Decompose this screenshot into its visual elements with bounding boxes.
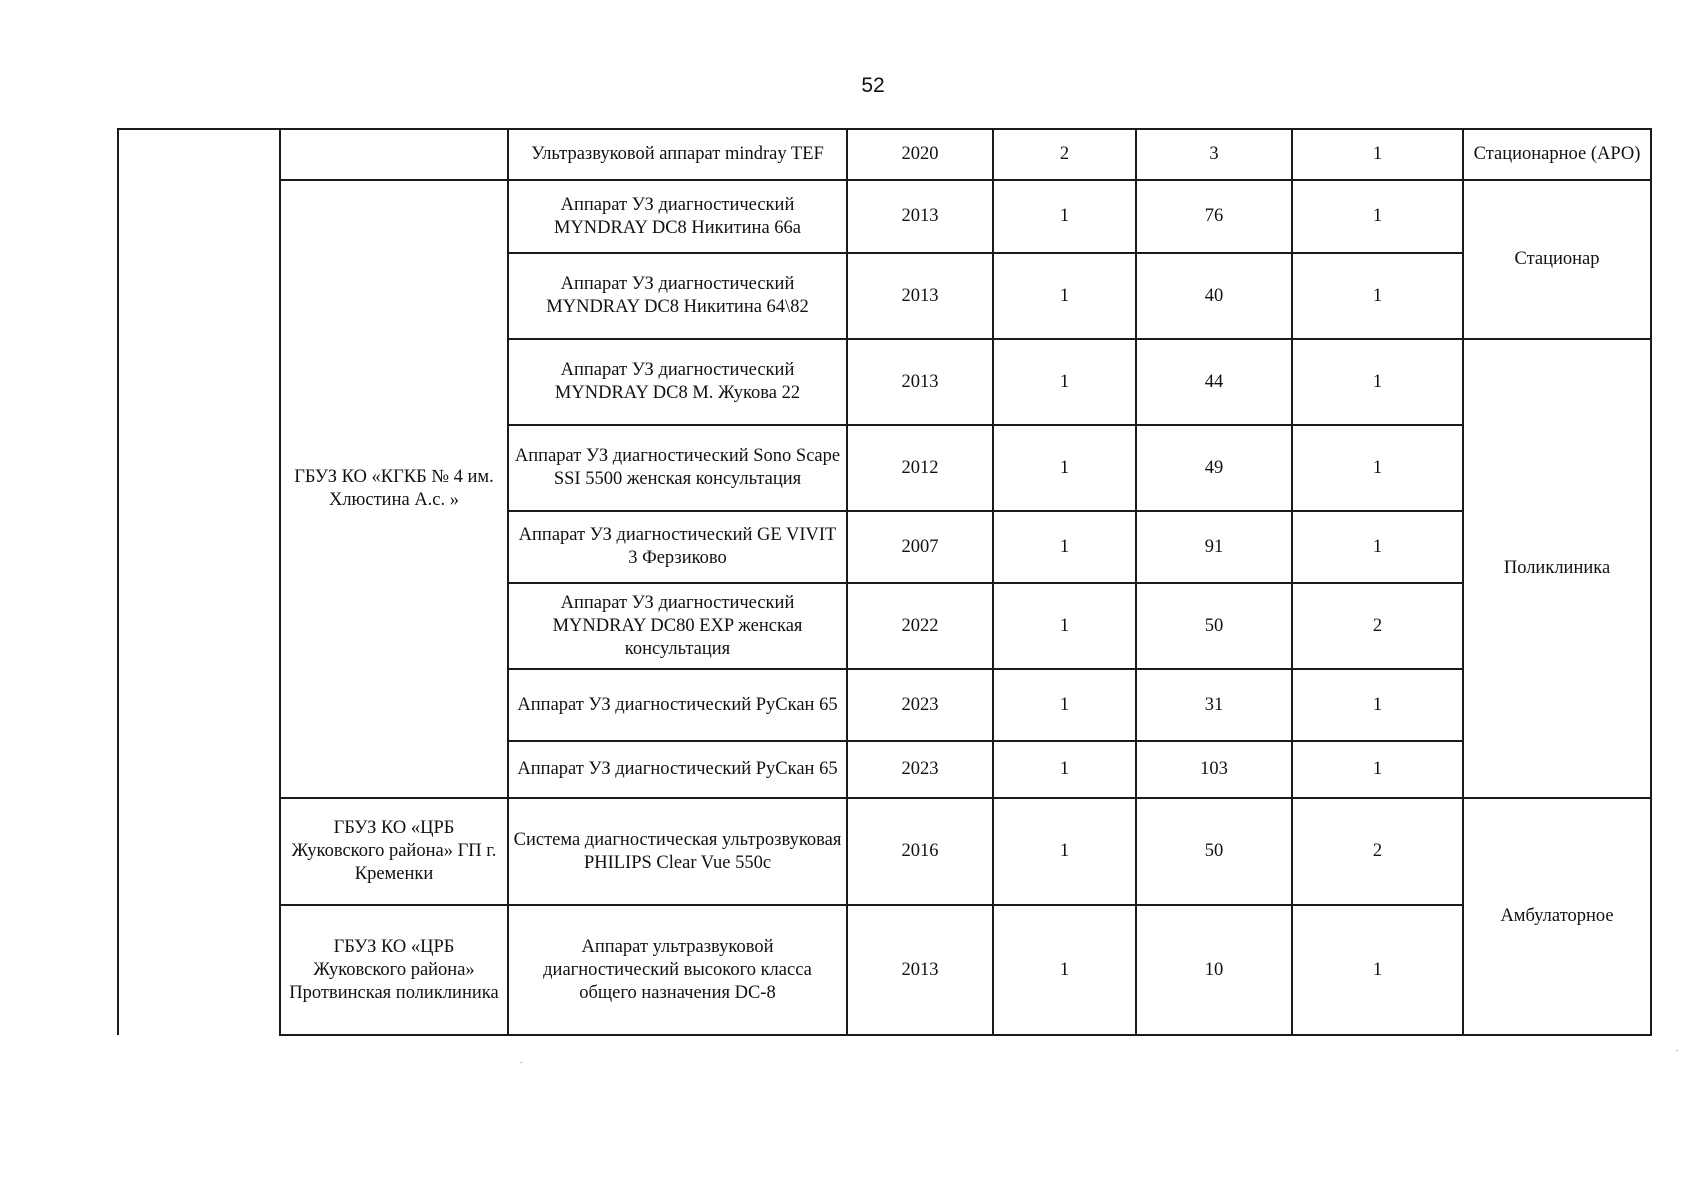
placement-cell: Амбулаторное — [1463, 798, 1651, 1035]
count-cell: 1 — [1292, 253, 1463, 339]
equipment-cell: Аппарат УЗ диагностический MYNDRAY DC8 Никитина 64\82 — [508, 253, 847, 339]
organization-cell-empty — [280, 129, 508, 180]
equipment-cell: Аппарат УЗ диагностический РуСкан 65 — [508, 669, 847, 741]
value-cell: 49 — [1136, 425, 1292, 511]
quantity-cell: 2 — [993, 129, 1136, 180]
quantity-cell: 1 — [993, 180, 1136, 253]
value-cell: 44 — [1136, 339, 1292, 425]
year-cell: 2013 — [847, 905, 993, 1035]
equipment-cell: Аппарат УЗ диагностический GE VIVIT 3 Ферзиково — [508, 511, 847, 583]
quantity-cell: 1 — [993, 583, 1136, 669]
value-cell: 40 — [1136, 253, 1292, 339]
placement-cell: Поликлиника — [1463, 339, 1651, 798]
count-cell: 1 — [1292, 425, 1463, 511]
count-cell: 1 — [1292, 129, 1463, 180]
equipment-cell: Аппарат УЗ диагностический MYNDRAY DC80 EXP женская консультация — [508, 583, 847, 669]
count-cell: 1 — [1292, 511, 1463, 583]
quantity-cell: 1 — [993, 253, 1136, 339]
value-cell: 10 — [1136, 905, 1292, 1035]
table-row — [118, 798, 1651, 905]
value-cell: 76 — [1136, 180, 1292, 253]
value-cell: 3 — [1136, 129, 1292, 180]
equipment-cell: Система диагностическая ультрозвуковая PHILIPS Clear Vue 550с — [508, 798, 847, 905]
value-cell: 91 — [1136, 511, 1292, 583]
year-cell: 2013 — [847, 339, 993, 425]
organization-cell: ГБУЗ КО «КГКБ № 4 им. Хлюстина А.с. » — [280, 180, 508, 798]
equipment-cell: Аппарат УЗ диагностический MYNDRAY DC8 Никитина 66а — [508, 180, 847, 253]
equipment-cell: Аппарат ультразвуковой диагностический высокого класса общего назначения DC-8 — [508, 905, 847, 1035]
value-cell: 50 — [1136, 798, 1292, 905]
quantity-cell: 1 — [993, 798, 1136, 905]
equipment-cell: Ультразвуковой аппарат mindray TEF — [508, 129, 847, 180]
value-cell: 50 — [1136, 583, 1292, 669]
year-cell: 2020 — [847, 129, 993, 180]
value-cell: 31 — [1136, 669, 1292, 741]
equipment-cell: Аппарат УЗ диагностический РуСкан 65 — [508, 741, 847, 798]
table-row — [118, 180, 1651, 253]
count-cell: 2 — [1292, 583, 1463, 669]
year-cell: 2013 — [847, 253, 993, 339]
year-cell: 2022 — [847, 583, 993, 669]
count-cell: 1 — [1292, 905, 1463, 1035]
equipment-cell: Аппарат УЗ диагностический Sono Scape SSI 5500 женская консультация — [508, 425, 847, 511]
year-cell: 2023 — [847, 741, 993, 798]
year-cell: 2007 — [847, 511, 993, 583]
quantity-cell: 1 — [993, 425, 1136, 511]
year-cell: 2012 — [847, 425, 993, 511]
placement-cell: Стационарное (АРО) — [1463, 129, 1651, 180]
count-cell: 1 — [1292, 339, 1463, 425]
count-cell: 1 — [1292, 741, 1463, 798]
year-cell: 2016 — [847, 798, 993, 905]
empty-column-cell — [118, 129, 280, 1035]
scan-speck — [520, 1062, 522, 1063]
count-cell: 1 — [1292, 180, 1463, 253]
equipment-cell: Аппарат УЗ диагностический MYNDRAY DC8 М. Жукова 22 — [508, 339, 847, 425]
organization-cell: ГБУЗ КО «ЦРБ Жуковского района» ГП г. Кременки — [280, 798, 508, 905]
quantity-cell: 1 — [993, 669, 1136, 741]
page-number: 52 — [861, 74, 885, 97]
quantity-cell: 1 — [993, 339, 1136, 425]
count-cell: 1 — [1292, 669, 1463, 741]
quantity-cell: 1 — [993, 905, 1136, 1035]
quantity-cell: 1 — [993, 511, 1136, 583]
equipment-table — [117, 128, 1652, 1036]
table-row — [118, 905, 1651, 1035]
count-cell: 2 — [1292, 798, 1463, 905]
organization-cell: ГБУЗ КО «ЦРБ Жуковского района» Протвинская поликлиника — [280, 905, 508, 1035]
table-row — [118, 129, 1651, 180]
quantity-cell: 1 — [993, 741, 1136, 798]
scan-speck — [1676, 1050, 1678, 1051]
placement-cell: Стационар — [1463, 180, 1651, 339]
year-cell: 2013 — [847, 180, 993, 253]
value-cell: 103 — [1136, 741, 1292, 798]
year-cell: 2023 — [847, 669, 993, 741]
